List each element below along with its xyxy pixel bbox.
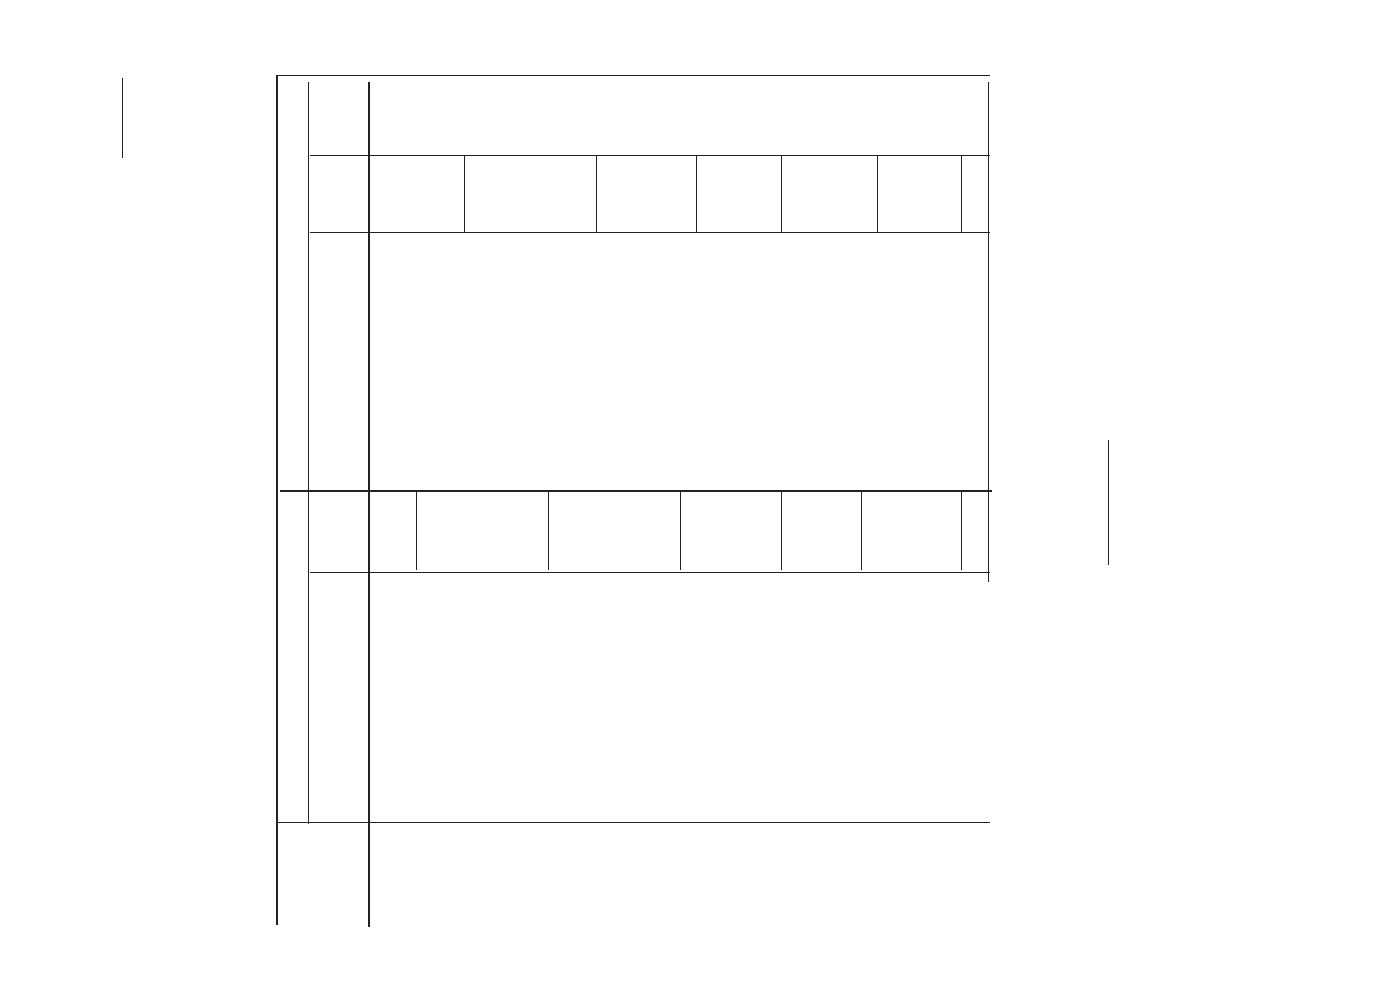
subtotal-rule <box>548 490 549 570</box>
subtotal-rule <box>877 155 878 233</box>
table-bottom-rule <box>988 82 989 582</box>
subtotal-rule <box>781 490 782 570</box>
anlage-underline <box>122 78 123 158</box>
subtotal-rule <box>781 155 782 233</box>
subtotal-rule <box>464 155 465 233</box>
subtotal-rule <box>680 490 681 570</box>
subtotal-rule <box>416 490 417 570</box>
col-ein-rule <box>278 822 990 823</box>
margin-line <box>1108 440 1109 565</box>
col-group-rule <box>280 490 992 492</box>
subtotal-rule <box>861 490 862 570</box>
col-betrag-new-rule <box>310 232 990 233</box>
subtotal-rule <box>961 155 962 233</box>
table-left-rule <box>276 75 278 925</box>
subtotal-rule <box>596 155 597 233</box>
subtotal-rule <box>696 155 697 233</box>
col-frueher-rule <box>310 155 990 156</box>
subtotal-rule <box>961 490 962 570</box>
col-betrag-old-rule <box>310 572 990 573</box>
table-top-rule <box>278 75 990 76</box>
header-subrule <box>308 82 309 824</box>
header-bottom-rule <box>368 82 370 927</box>
